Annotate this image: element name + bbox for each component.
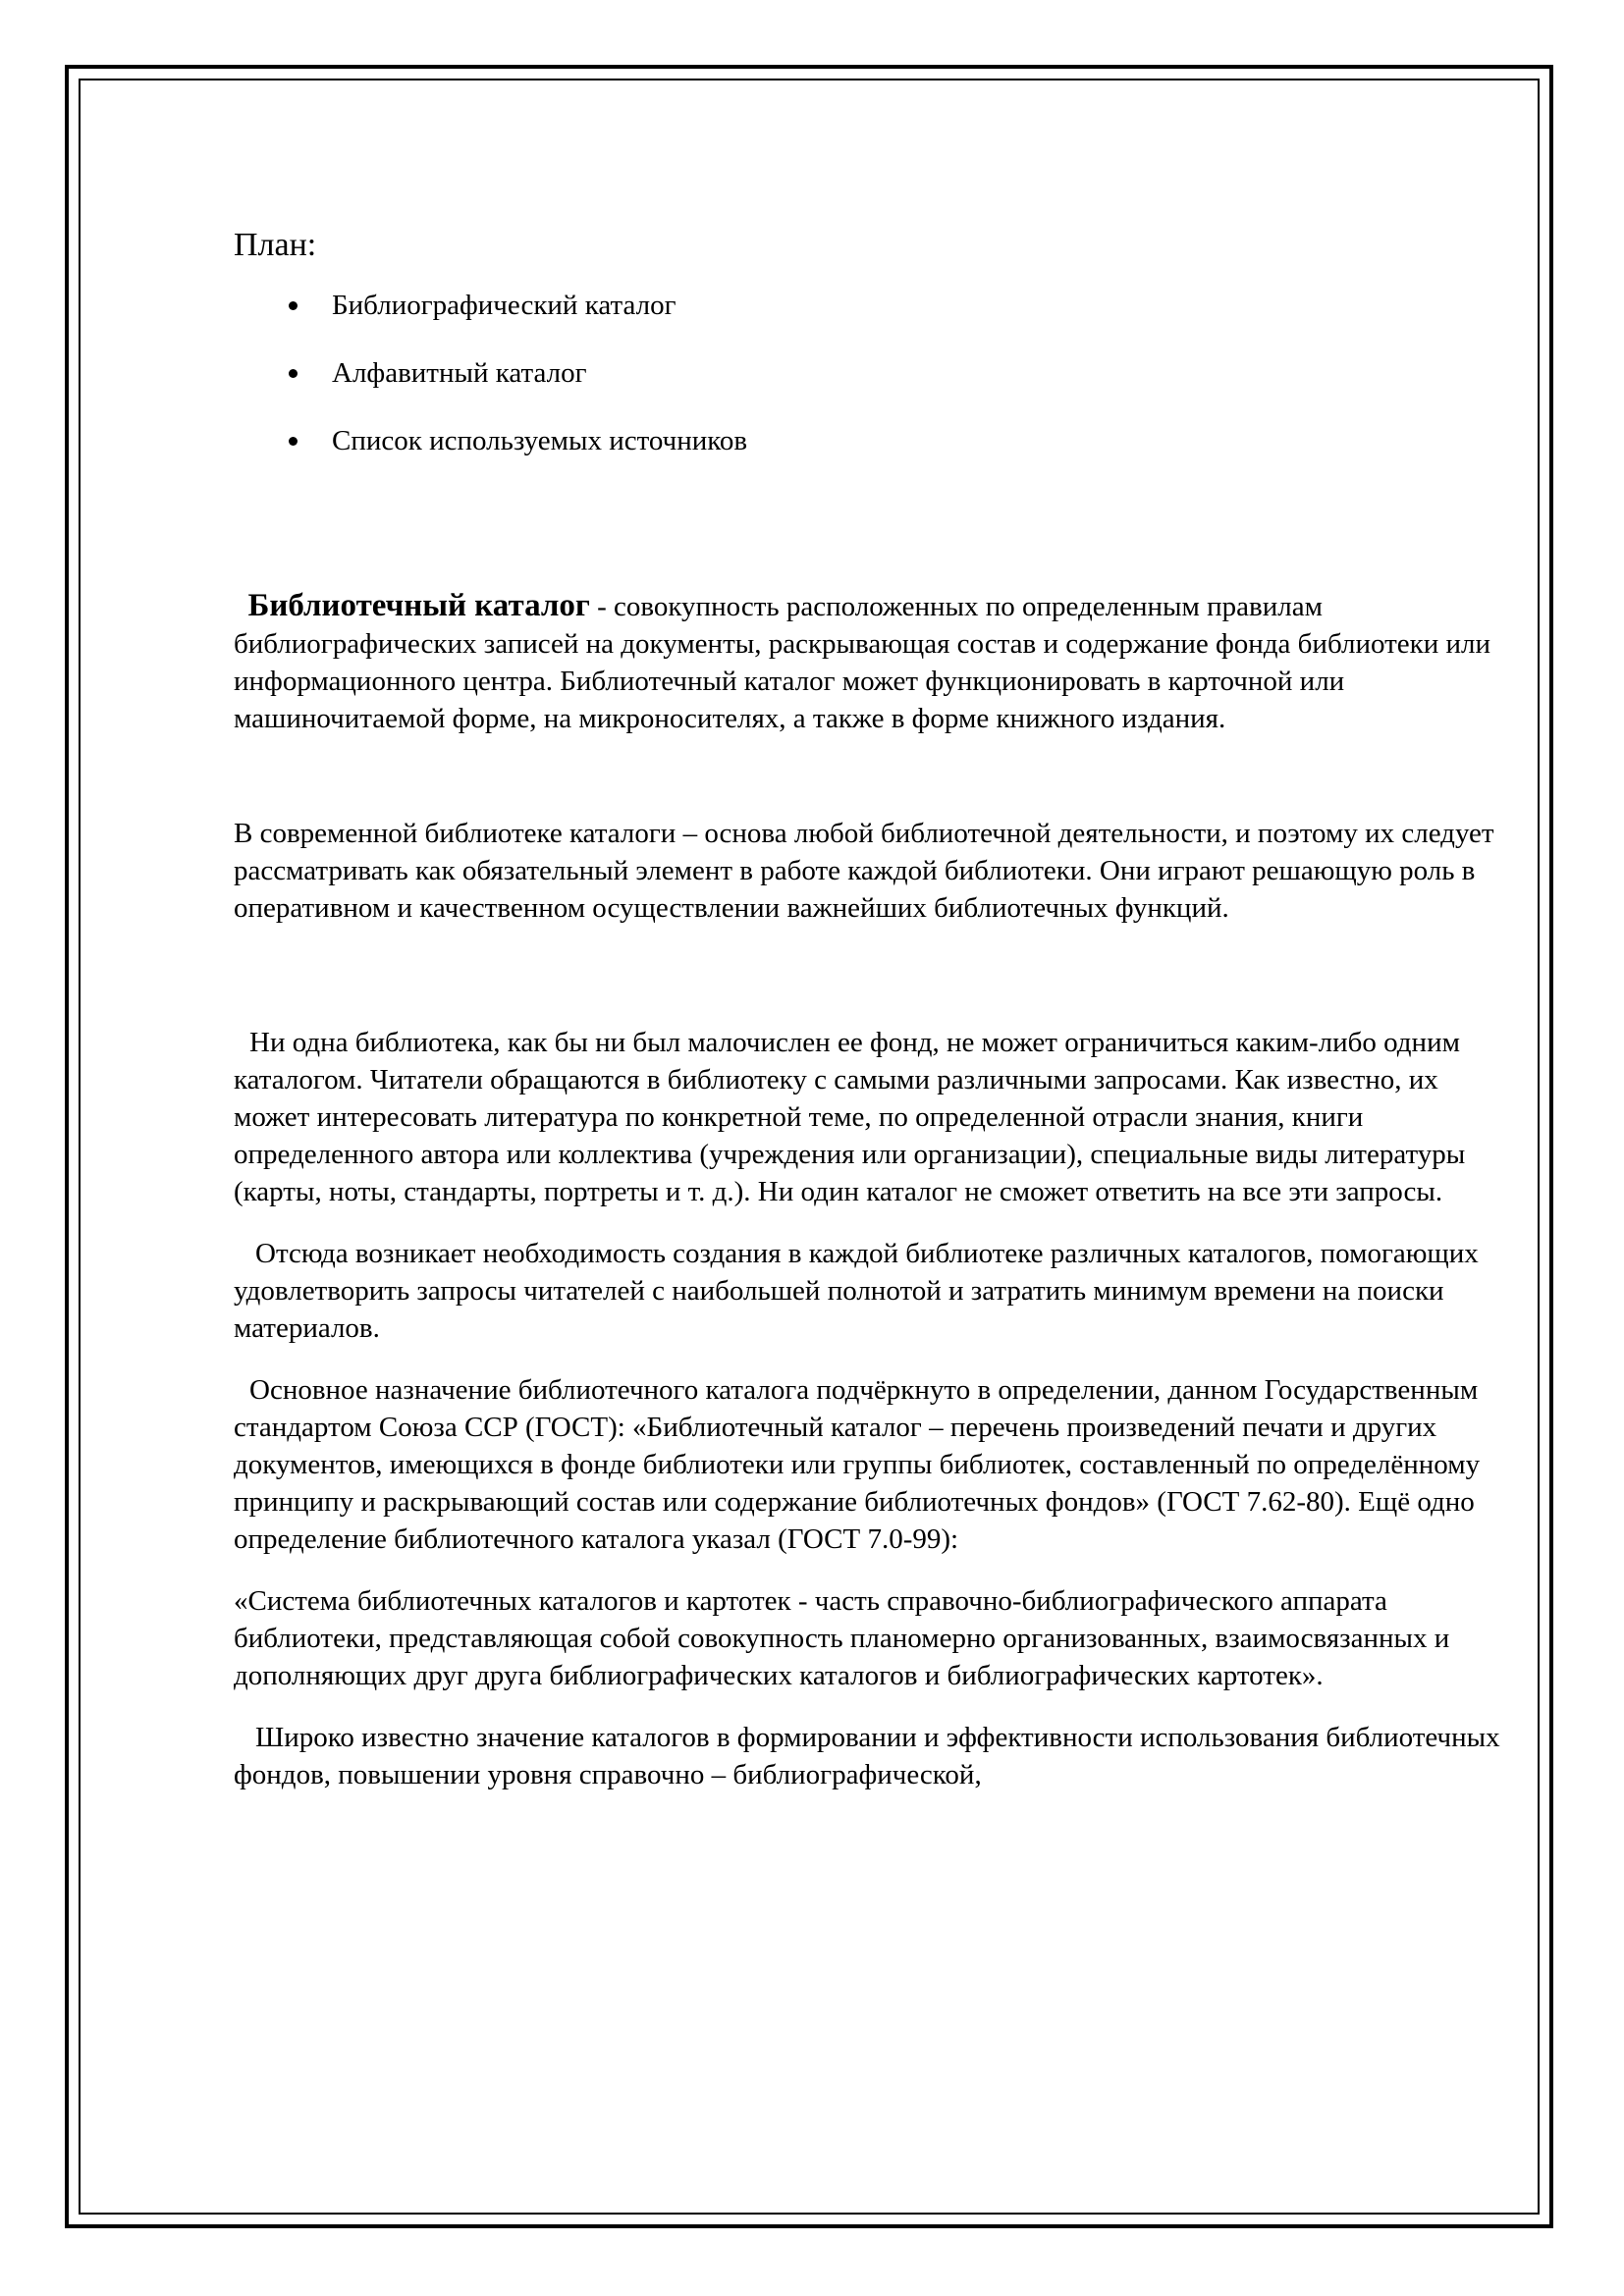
paragraph-modern-library: В современной библиотеке каталоги – основа любой библиотечной деятельности, и поэтому их следует рассматривать как обязательный элемент в работе каждой библиотеки. Они играют решающую роль в оперативном и качественном осуществлении важнейших библиотечных функций. [234,818,1494,924]
paragraph-no-single-catalog: Ни одна библиотека, как бы ни был малочислен ее фонд, не может ограничиться каким-либо одним каталогом. Читатели обращаются в библиотеку с самыми различными запросами. Как известно, их может интересовать литература по конкретной теме, по определенной отрасли знания, книги определенного автора или коллектива (учреждения или организации), специальные виды литературы (карты, ноты, стандарты, портреты и т. д.). Ни один каталог не сможет ответить на все эти запросы. [234,1027,1466,1207]
plan-item-alphabetical-catalog: Алфавитный каталог [234,356,1520,390]
plan-list [234,289,1520,457]
plan-item-sources-list: Список используемых источников [234,424,1520,457]
definition-text: - совокупность расположенных по определенным правилам библиографических записей на документы, раскрывающая состав и содержание фонда библиотеки или информационного центра. Библиотечный каталог может функционировать в карточной или машиночитаемой форме, на микроносителях, а также в форме книжного издания. [234,591,1491,734]
paragraph-definition [234,587,1520,737]
paragraph-catalog-significance: Широко известно значение каталогов в формировании и эффективности использования библиотечных фондов, повышении уровня справочно – библиографической, [234,1722,1500,1790]
paragraph-gost-definition: Основное назначение библиотечного каталога подчёркнуто в определении, данном Государственным стандартом Союза ССР (ГОСТ): «Библиотечный каталог – перечень произведений печати и других документов, имеющихся в фонде библиотеки или группы библиотек, составленный по определённому принципу и раскрывающий состав или содержание библиотечных фондов» (ГОСТ 7.62-80). Ещё одно определение библиотечного каталога указал (ГОСТ 7.0-99): [234,1374,1481,1555]
document-body [234,226,1520,1793]
paragraph-catalog-system-quote: «Система библиотечных каталогов и картотек - часть справочно-библиографического аппарата библиотеки, представляющая собой совокупность планомерно организованных, взаимосвязанных и дополняющих друг друга библиографических каталогов и библиографических картотек». [234,1585,1450,1691]
plan-title: План: [234,227,317,263]
paragraph-necessity: Отсюда возникает необходимость создания в каждой библиотеке различных каталогов, помогающих удовлетворить запросы читателей с наибольшей полнотой и затратить минимум времени на поиски материалов. [234,1238,1479,1344]
definition-term: Библиотечный каталог [247,588,590,623]
paragraph-definition-indent [234,591,248,622]
plan-item-bibliographic-catalog: Библиографический каталог [234,289,1520,322]
